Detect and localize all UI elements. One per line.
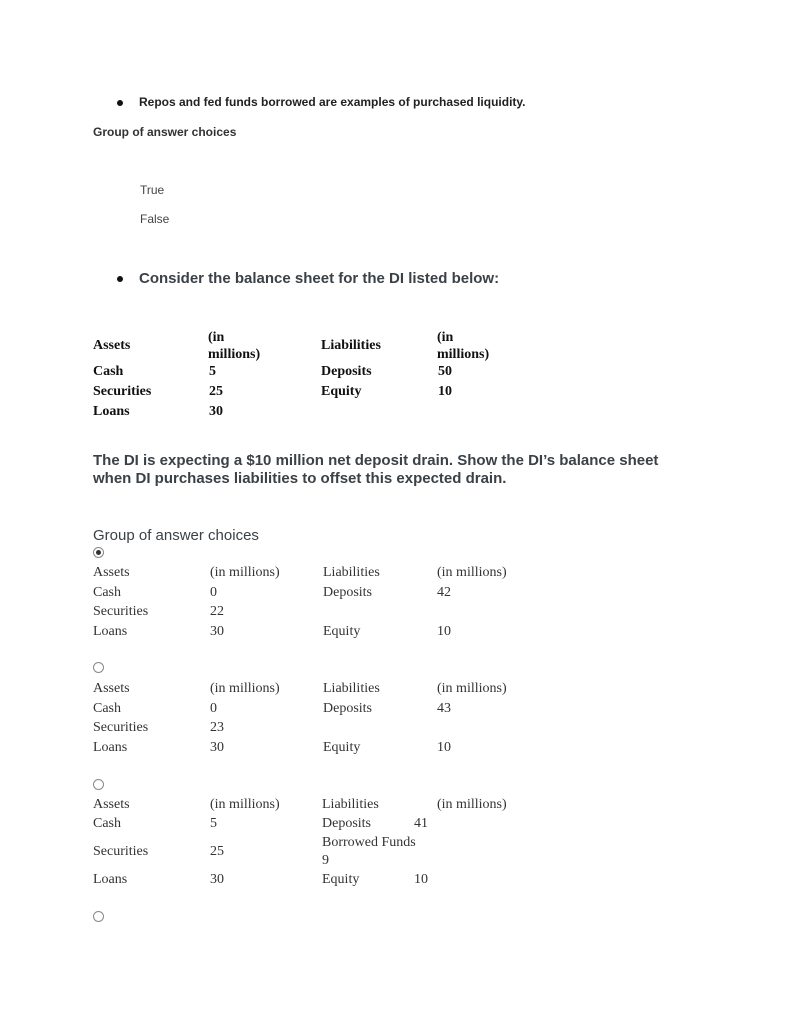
row-value: 30 — [210, 872, 224, 887]
row-value: 30 — [210, 624, 224, 639]
row-label: Deposits — [323, 585, 372, 600]
header-assets: Assets — [93, 681, 130, 696]
choice-false[interactable]: False — [140, 212, 170, 226]
answer-group-label: Group of answer choices — [93, 527, 259, 544]
row-label: Loans — [93, 404, 130, 419]
header-assets: Assets — [93, 565, 130, 580]
row-value: 22 — [210, 604, 224, 619]
row-label: Borrowed Funds — [322, 835, 416, 850]
row-label: Securities — [93, 844, 149, 859]
question-1-text: Repos and fed funds borrowed are examples of purchased liquidity. — [139, 95, 526, 109]
row-value: 10 — [437, 624, 451, 639]
row-label: Cash — [93, 585, 121, 600]
header-assets-units: (in millions) — [210, 565, 280, 580]
row-value: 9 — [322, 853, 329, 868]
choice-true[interactable]: True — [140, 183, 165, 197]
row-label: Loans — [93, 624, 128, 639]
row-label: Deposits — [322, 816, 371, 831]
prompt-line-2: when DI purchases liabilities to offset this expected drain. — [93, 470, 507, 487]
row-value: 10 — [414, 872, 428, 887]
row-label: Securities — [93, 720, 149, 735]
row-label: Securities — [93, 604, 149, 619]
row-label: Cash — [93, 816, 121, 831]
header-liabilities-units: (in millions) — [437, 565, 507, 580]
row-value: 5 — [210, 816, 217, 831]
row-label: Deposits — [323, 701, 372, 716]
row-label: Deposits — [321, 364, 372, 379]
bullet-icon — [117, 100, 123, 106]
header-liabilities: Liabilities — [322, 797, 379, 812]
row-value: 10 — [438, 384, 452, 399]
row-value: 25 — [210, 844, 224, 859]
row-label: Cash — [93, 364, 124, 379]
prompt-line-1: The DI is expecting a $10 million net deposit drain. Show the DI’s balance sheet — [93, 452, 659, 469]
answer-group-label: Group of answer choices — [93, 125, 237, 139]
row-label: Loans — [93, 740, 128, 755]
row-label: Cash — [93, 701, 121, 716]
header-liabilities-units: (in millions) — [437, 797, 507, 812]
row-label: Loans — [93, 872, 128, 887]
header-liabilities: Liabilities — [323, 565, 380, 580]
option-3-radio[interactable] — [93, 779, 104, 790]
header-liabilities-units: (in millions) — [437, 330, 490, 362]
row-value: 0 — [210, 585, 217, 600]
row-label: Equity — [323, 624, 361, 639]
row-value: 50 — [438, 364, 452, 379]
row-value: 23 — [210, 720, 224, 735]
header-liabilities: Liabilities — [323, 681, 380, 696]
row-label: Equity — [323, 740, 361, 755]
row-label: Securities — [93, 384, 152, 399]
row-value: 42 — [437, 585, 451, 600]
header-assets: Assets — [93, 797, 130, 812]
header-assets: Assets — [93, 338, 131, 353]
row-value: 0 — [210, 701, 217, 716]
option-4-radio[interactable] — [93, 911, 104, 922]
row-value: 30 — [209, 404, 223, 419]
row-value: 25 — [209, 384, 223, 399]
row-value: 30 — [210, 740, 224, 755]
row-label: Equity — [322, 872, 360, 887]
question-2-text: Consider the balance sheet for the DI listed below: — [139, 270, 500, 287]
header-liabilities: Liabilities — [321, 338, 381, 353]
option-2-radio[interactable] — [93, 662, 104, 673]
row-value: 5 — [209, 364, 216, 379]
bullet-icon — [117, 276, 123, 282]
header-assets-units: (in millions) — [210, 681, 280, 696]
row-value: 43 — [437, 701, 451, 716]
header-assets-units: (in millions) — [208, 330, 261, 362]
row-value: 10 — [437, 740, 451, 755]
header-assets-units: (in millions) — [210, 797, 280, 812]
option-1-radio[interactable] — [93, 547, 104, 558]
row-value: 41 — [414, 816, 428, 831]
header-liabilities-units: (in millions) — [437, 681, 507, 696]
row-label: Equity — [321, 384, 362, 399]
